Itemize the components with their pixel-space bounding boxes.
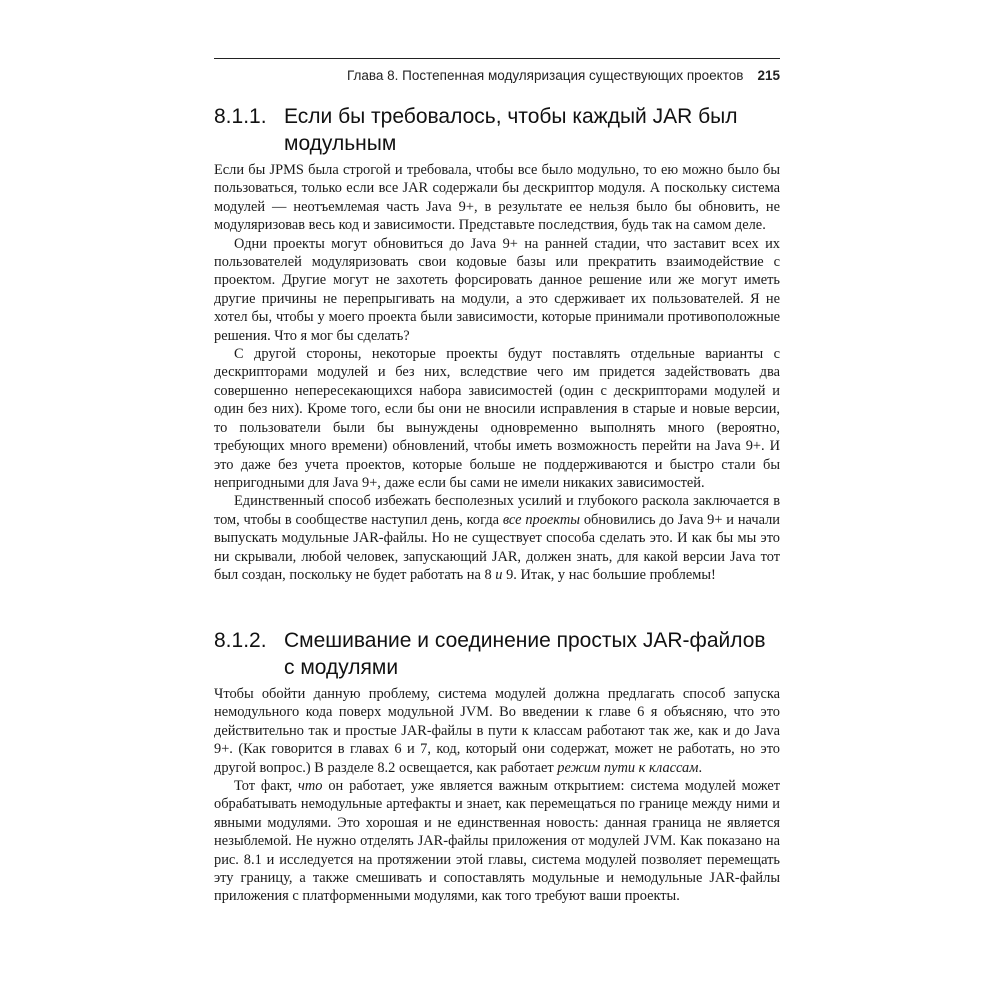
section-heading-8-1-1	[214, 103, 780, 157]
paragraph: С другой стороны, некоторые проекты будут поставлять отдельные варианты с дескрипторами модулей и без них, вследствие чего им придется задействовать два совершенно непересекающихся набора зависимостей (один с дескрипторами модулей и один без них). Кроме того, если бы они не вносили исправления в старые и новые версии, то пользователи были бы вынуждены одновременно выполнять много (вероятно, требующих много времени) обновлений, чтобы иметь возможность перейти на Java 9+. И это даже без учета проектов, которые больше не поддерживаются и быстро стали бы непригодными для Java 9+, даже если бы сами не имели никаких зависимостей.	[214, 346, 780, 491]
emphasis: все проекты	[502, 511, 580, 528]
text-run: .	[698, 759, 703, 776]
text-run: Тот факт,	[234, 778, 299, 795]
section-title: Если бы требовалось, чтобы каждый JAR был модульным	[284, 105, 738, 155]
text-run: обновились до Java 9+ и начали выпускать модульные JAR-файлы. Но не существует способа сделать это. И как бы мы это ни скрывали, любой человек, запускающий JAR, должен знать, для какой версии Java тот был создан, поскольку не будет работать на 8	[214, 511, 780, 583]
header-line	[347, 68, 780, 88]
paragraph: Одни проекты могут обновиться до Java 9+ на ранней стадии, что заставит всех их пользователей модуляризовать свои кодовые базы или прекратить взаимодействие с проектом. Другие могут не захотеть форсировать данное решение или же могут иметь другие причины не перепрыгивать на модули, а это сдерживает их пользователей. Я не хотел бы, чтобы у моего проекта были зависимости, которые принимали противоположные решения. Что я мог бы сделать?	[214, 235, 780, 344]
section-heading-8-1-2	[214, 627, 780, 681]
page-number: 215	[757, 68, 780, 83]
section-8-1-1-body	[214, 161, 780, 584]
section-title: Смешивание и соединение простых JAR-файлов с модулями	[284, 629, 766, 679]
section-number: 8.1.2.	[214, 629, 267, 652]
paragraph	[214, 777, 780, 906]
text-run: Единственный способ избежать бесполезных усилий и глубокого раскола заключается в том, чтобы в сообществе наступил день, когда	[214, 493, 780, 528]
running-header	[214, 58, 780, 83]
paragraph: Если бы JPMS была строгой и требовала, чтобы все было модульно, то ею можно было бы пользоваться, только если все JAR содержали бы дескриптор модуля. А поскольку система модулей — неотъемлемая часть Java 9+, в результате ее нельзя было бы обновить, не модуляризовав весь код и зависимости. Представьте последствия, будь так на самом деле.	[214, 162, 780, 234]
emphasis: и	[495, 566, 503, 583]
text-run: 9. Итак, у нас большие проблемы!	[502, 566, 716, 583]
section-8-1-2-body	[214, 685, 780, 906]
paragraph	[214, 492, 780, 584]
section-number: 8.1.1.	[214, 105, 267, 128]
emphasis: режим пути к классам	[557, 759, 699, 776]
chapter-title: Глава 8. Постепенная модуляризация существующих проектов	[346, 68, 744, 83]
emphasis: что	[298, 778, 323, 795]
paragraph	[214, 685, 780, 777]
text-run: он работает, уже является важным открытием: система модулей может обрабатывать немодульные артефакты и знает, как перемещаться по границе между ними и явными модулями. Это хорошая и не единственная новость: данная граница не является незыблемой. Не нужно отделять JAR-файлы приложения от модулей JVM. Как показано на рис. 8.1 и исследуется на протяжении этой главы, система модулей позволяет перемещать эту границу, а также смешивать и сопоставлять модульные и немодульные JAR-файлы приложения с платформенными модулями, как того требуют ваши проекты.	[214, 778, 781, 905]
text-run: Чтобы обойти данную проблему, система модулей должна предлагать способ запуска немодульного кода поверх модульной JVM. Во введении к главе 6 я объясняю, что это действительно так и простые JAR-файлы в пути к классам работают так же, как и до Java 9+. (Как говорится в главах 6 и 7, код, который они содержат, может не работать, но это другой вопрос.) В разделе 8.2 освещается, как работает	[214, 686, 780, 776]
